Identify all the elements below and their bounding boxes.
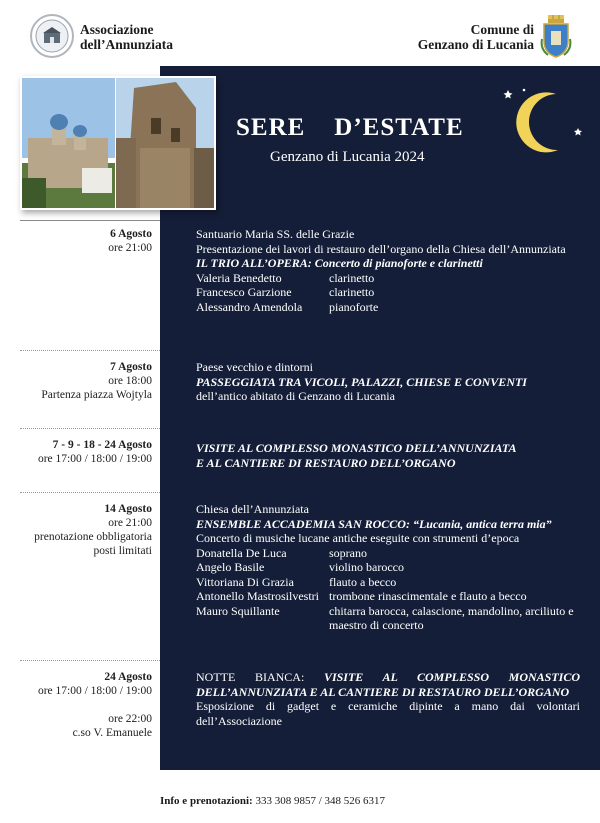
star-icon <box>504 90 513 99</box>
performer-row <box>196 575 580 590</box>
performer-row <box>196 546 580 561</box>
event-4-details <box>196 502 580 633</box>
event-time: ore 22:00 <box>108 713 152 725</box>
event-2-date-block <box>41 360 152 402</box>
association-name-line1: Associazione <box>80 22 154 37</box>
star-icon <box>574 128 582 136</box>
municipality-name-line2: Genzano di Lucania <box>417 37 534 52</box>
association-logo <box>30 14 74 58</box>
event-time: ore 17:00 / 18:00 / 19:00 <box>37 685 152 697</box>
event-4-date-block <box>34 502 152 558</box>
performer-role: clarinetto <box>329 270 375 285</box>
event-5-details <box>196 670 580 728</box>
event-highlight: IL TRIO ALL’OPERA: Concerto di pianoforte e clarinetti <box>196 256 483 270</box>
performer-role: clarinetto <box>329 285 375 299</box>
event-description: Concerto di musiche lucane antiche eseguite con strumenti d’epoca <box>196 531 520 545</box>
event-meeting-point: Partenza piazza Wojtyla <box>41 389 152 401</box>
event-date: 6 Agosto <box>110 228 152 240</box>
performer-row <box>196 271 580 286</box>
event-time: ore 21:00 <box>108 517 152 529</box>
event-description: Presentazione dei lavori di restauro dell’organo della Chiesa dell’Annunziata <box>196 241 566 256</box>
section-divider <box>20 428 160 430</box>
church-facade-photo <box>116 78 214 208</box>
contact-info <box>160 795 385 807</box>
event-highlight: PASSEGGIATA TRA VICOLI, PALAZZI, CHIESE E CONVENTI <box>196 374 527 389</box>
event-2-details <box>196 360 580 404</box>
event-location: Paese vecchio e dintorni <box>196 360 313 374</box>
performer-row <box>196 560 580 575</box>
event-3-date-block <box>38 438 152 466</box>
performer-name: Donatella De Luca <box>196 545 287 560</box>
event-5-date-block <box>38 670 152 740</box>
performer-role: soprano <box>329 545 367 560</box>
performer-name: Francesco Garzione <box>196 285 292 299</box>
performer-name: Alessandro Amendola <box>196 299 303 314</box>
event-time: ore 21:00 <box>108 242 152 254</box>
event-description: Esposizione di gadget e ceramiche dipinte a mano dai volontari dell’Associazione <box>196 699 580 728</box>
municipality-name-line1: Comune di <box>470 22 534 37</box>
event-highlight: VISITE AL COMPLESSO MONASTICO DELL’ANNUNZIATA <box>196 441 517 455</box>
event-description: dell’antico abitato di Genzano di Lucania <box>196 389 395 403</box>
sanctuary-photo <box>22 78 115 208</box>
event-seats-note: posti limitati <box>93 545 152 557</box>
event-highlight: ENSEMBLE ACCADEMIA SAN ROCCO: “Lucania, antica terra mia” <box>196 516 552 531</box>
performer-role: flauto a becco <box>329 574 397 589</box>
event-date: 24 Agosto <box>104 671 152 683</box>
performer-role: trombone rinascimentale e flauto a becco <box>329 589 527 603</box>
association-name <box>80 22 173 52</box>
event-1-details <box>196 227 580 314</box>
event-time: ore 17:00 / 18:00 / 19:00 <box>37 453 152 465</box>
event-highlight: E AL CANTIERE DI RESTAURO DELL’ORGANO <box>196 455 456 470</box>
performer-row <box>196 604 580 633</box>
event-title: SERE D’ESTATE <box>236 114 464 141</box>
performer-role: chitarra barocca, calascione, mandolino, arciliuto e maestro di concerto <box>329 603 574 632</box>
municipality-name <box>418 22 534 52</box>
event-panel <box>160 66 600 770</box>
event-3-details <box>196 441 580 470</box>
municipal-crest-icon <box>540 15 572 59</box>
section-divider <box>20 660 160 662</box>
performer-name: Valeria Benedetto <box>196 270 282 285</box>
event-time: ore 18:00 <box>108 375 152 387</box>
event-location: c.so V. Emanuele <box>72 727 152 739</box>
event-date: 7 Agosto <box>110 361 152 373</box>
performer-name: Mauro Squillante <box>196 603 280 618</box>
contact-label: Info e prenotazioni: <box>160 795 253 807</box>
event-highlight: VISITE AL COMPLESSO MONASTICO DELL’ANNUNZIATA E AL CANTIERE DI RESTAURO DELL’ORGANO <box>196 670 580 699</box>
performer-row <box>196 589 580 604</box>
performer-row <box>196 285 580 300</box>
performer-name: Antonello Mastrosilvestri <box>196 589 319 603</box>
event-date: 7 - 9 - 18 - 24 Agosto <box>52 439 152 451</box>
event-booking-note: prenotazione obbligatoria <box>34 531 152 543</box>
section-divider <box>20 220 160 221</box>
event-1-date-block <box>108 227 152 255</box>
section-divider <box>20 350 160 352</box>
performer-role: pianoforte <box>329 299 379 314</box>
performer-name: Angelo Basile <box>196 560 265 574</box>
performer-role: violino barocco <box>329 560 404 574</box>
crescent-moon-icon <box>498 82 588 162</box>
event-date: 14 Agosto <box>104 503 152 515</box>
performer-row <box>196 300 580 315</box>
association-name-line2: dell’Annunziata <box>80 37 174 52</box>
event-subtitle: Genzano di Lucania 2024 <box>270 149 425 165</box>
performer-name: Vittoriana Di Grazia <box>196 574 294 589</box>
event-highlight-line <box>196 670 580 699</box>
contact-phones: 333 308 9857 / 348 526 6317 <box>255 795 385 807</box>
event-prefix: NOTTE BIANCA: <box>196 670 305 684</box>
section-divider <box>20 492 160 494</box>
event-location: Santuario Maria SS. delle Grazie <box>196 227 355 241</box>
event-location: Chiesa dell’Annunziata <box>196 502 309 516</box>
